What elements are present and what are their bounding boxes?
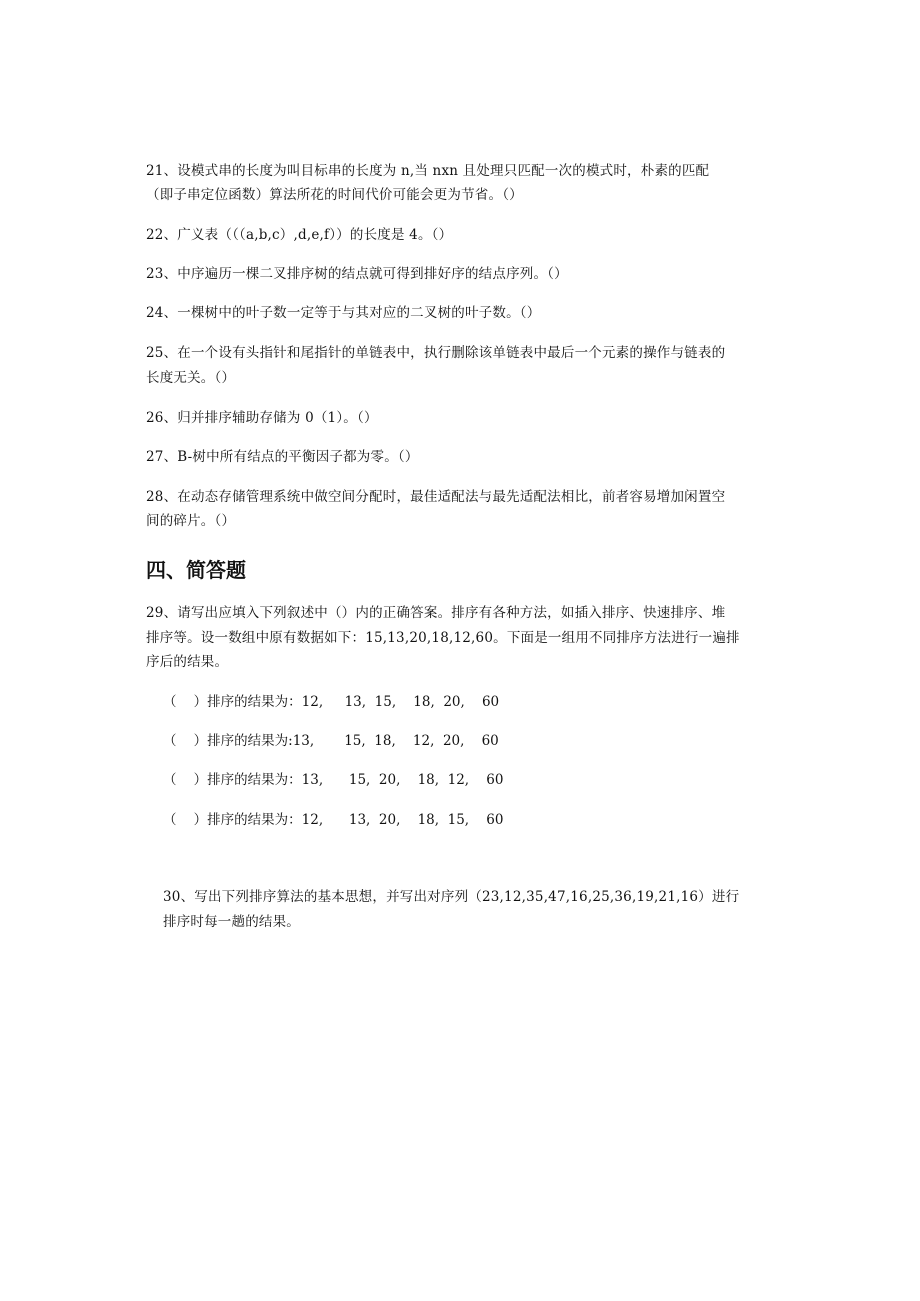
question-28-line-2: 间的碎片。（） [146,513,236,529]
sort-result-row-1: （ ）排序的结果为：12, 13, 15, 18, 20, 60 [163,694,500,710]
sort-result-row-4: （ ）排序的结果为：12, 13, 20, 18, 15, 60 [163,812,504,828]
question-29-line-2: 排序等。设一数组中原有数据如下：15,13,20,18,12,60。下面是一组用不同排序方法进行一遍排 [146,630,740,646]
question-23: 23、中序遍历一棵二叉排序树的结点就可得到排好序的结点序列。（） [146,266,568,282]
question-26: 26、归并排序辅助存储为 0（1）。（） [146,410,378,426]
section-heading: 四、简答题 [146,558,246,582]
question-27: 27、B-树中所有结点的平衡因子都为零。（） [146,449,419,465]
question-30-line-2: 排序时每一趟的结果。 [163,914,300,930]
question-29-line-1: 29、请写出应填入下列叙述中（）内的正确答案。排序有各种方法，如插入排序、快速排序、堆 [146,605,726,621]
question-24: 24、一棵树中的叶子数一定等于与其对应的二叉树的叶子数。（） [146,305,541,321]
question-25-line-2: 长度无关。（） [146,370,236,386]
question-28-line-1: 28、在动态存储管理系统中做空间分配时，最佳适配法与最先适配法相比，前者容易增加闲置空 [146,489,726,505]
question-30-line-1: 30、写出下列排序算法的基本思想，并写出对序列（23,12,35,47,16,25,36,19,21,16）进行 [163,889,740,905]
question-21-line-1: 21、设模式串的长度为叫目标串的长度为 n,当 nxn 且处理只匹配一次的模式时，朴素的匹配 [146,163,710,179]
sort-result-row-2: （ ）排序的结果为:13, 15, 18, 12, 20, 60 [163,733,499,749]
sort-result-row-3: （ ）排序的结果为：13, 15, 20, 18, 12, 60 [163,772,504,788]
question-21-line-2: （即子串定位函数）算法所花的时间代价可能会更为节省。（） [146,187,523,203]
question-29-line-3: 序后的结果。 [146,654,229,670]
question-22: 22、广义表（（（a,b,c）,d,e,f））的长度是 4。（） [146,227,453,243]
question-25-line-1: 25、在一个设有头指针和尾指针的单链表中，执行删除该单链表中最后一个元素的操作与链表的 [146,345,726,361]
